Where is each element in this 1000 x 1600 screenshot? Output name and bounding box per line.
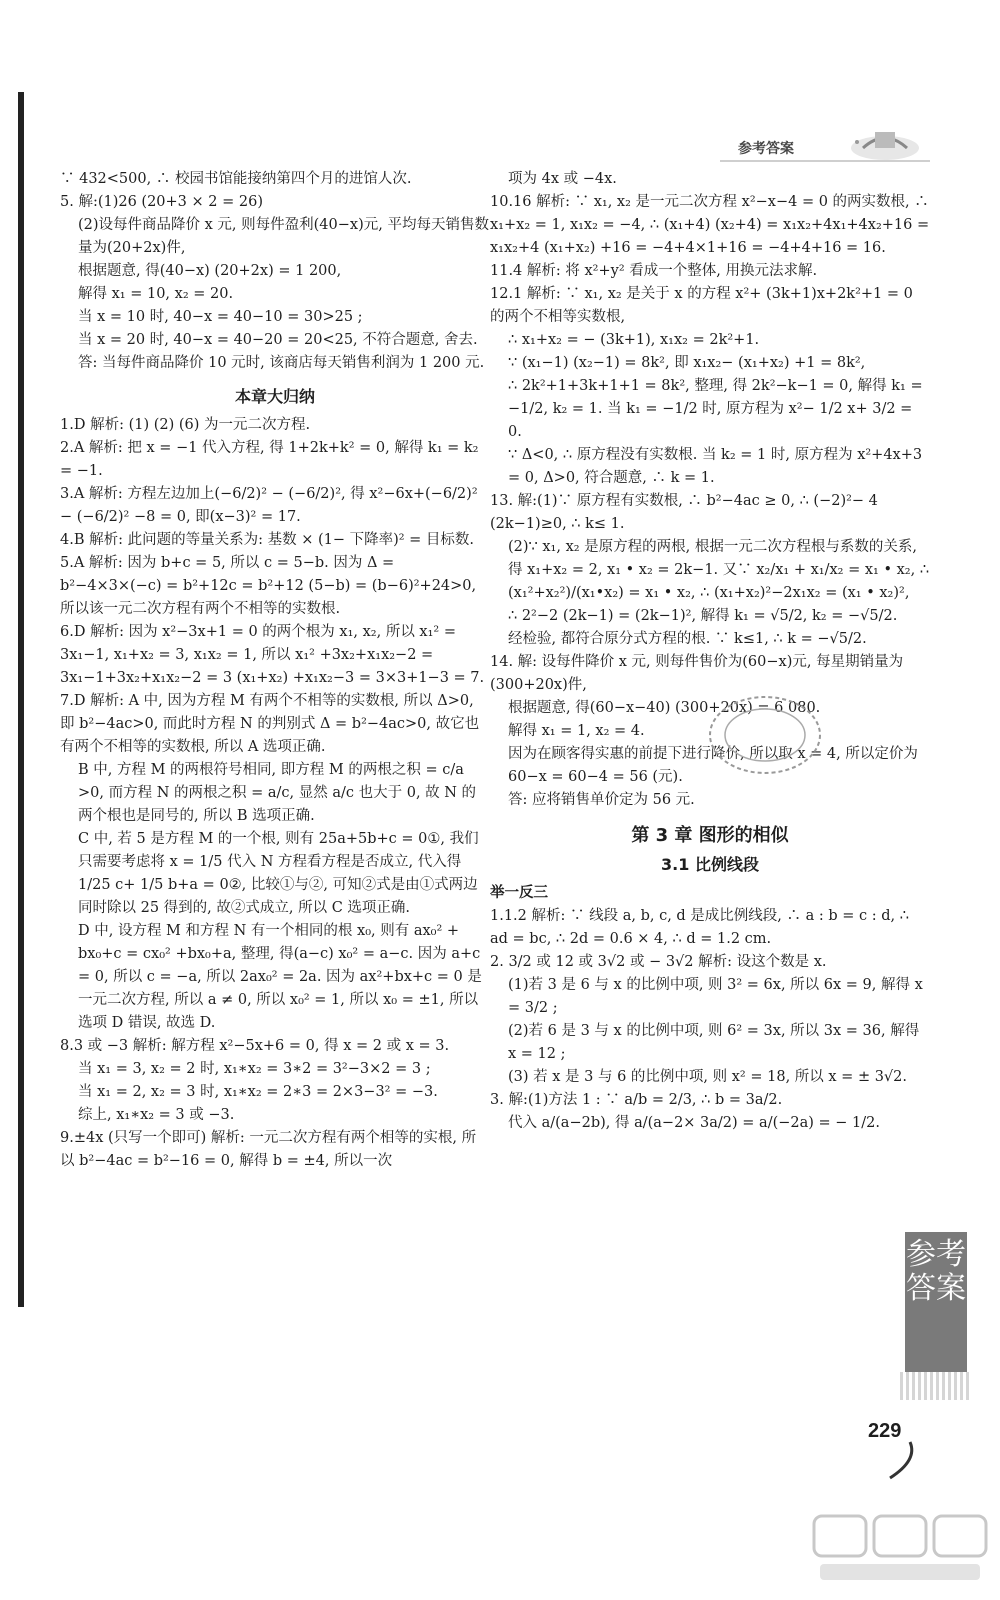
chapter-title: 第 3 章 图形的相似 <box>631 825 789 846</box>
text-line: ∴ 2²−2 (2k−1) = (2k−1)², 解得 k₁ = √5/2, k₂ = −√5/2. <box>508 608 898 624</box>
text-line: (2)若 6 是 3 与 x 的比例中项, 则 6² = 3x, 所以 3x = 36, 解得 x = 12 ; <box>508 1023 920 1062</box>
answer-3-1-1: 1.1.2 解析: ∵ 线段 a, b, c, d 是成比例线段, ∴ a : b = c : d, ∴ ad = bc, ∴ 2d = 0.6 × 4, ∴ d = 1.2 cm. <box>490 908 909 947</box>
text-line: 根据题意, 得(40−x) (20+2x) = 1 200, <box>78 263 342 279</box>
text-line: ∵ (x₁−1) (x₂−1) = 8k², 即 x₁x₂− (x₁+x₂) +1 = 8k², <box>508 355 866 371</box>
text-line: 当 x = 20 时, 40−x = 40−20 = 20<25, 不符合题意, 舍去. <box>78 332 478 348</box>
stamp-mark <box>705 690 825 780</box>
text-line: 经检验, 都符合原分式方程的根. ∵ k≤1, ∴ k = −√5/2. <box>508 631 867 647</box>
section-title: 本章大归纳 <box>234 387 315 406</box>
answer-3: 3.A 解析: 方程左边加上(−6/2)² − (−6/2)², 得 x²−6x+(−6/2)² − (−6/2)² −8 = 0, 即(x−3)² = 17. <box>60 486 478 525</box>
answer-7-d: D 中, 设方程 M 和方程 N 有一个相同的根 x₀, 则有 ax₀² + bx₀+c = cx₀² +bx₀+a, 整理, 得(a−c) x₀² = a−c. 因为 a+c = 0, 所以 c = −a, 所以 2ax₀² = 2a. 因为 ax²+bx+c = 0 是一元二次方程, 所以 a ≠ 0, 所以 x₀² = 1, 所以 x₀ = ±1, 所以选项 D 错误, 故选 D. <box>78 923 482 1031</box>
text-line: 当 x = 10 时, 40−x = 40−10 = 30>25 ; <box>78 309 363 325</box>
answer-6: 6.D 解析: 因为 x²−3x+1 = 0 的两个根为 x₁, x₂, 所以 x₁² = 3x₁−1, x₁+x₂ = 3, x₁x₂ = 1, 所以 x₁² +3x₂+x₁x₂−2 = 3x₁−1+3x₂+x₁x₂−2 = 3 (x₁+x₂) +x₁x₂−3 = 3×3+1−3 = 7. <box>60 624 485 686</box>
right-column <box>490 168 930 1135</box>
answer-10: 10.16 解析: ∵ x₁, x₂ 是一元二次方程 x²−x−4 = 0 的两实数根, ∴ x₁+x₂ = 1, x₁x₂ = −4, ∴ (x₁+4) (x₂+4) = x₁x₂+4x₁+4x₂+16 = x₁x₂+4 (x₁+x₂) +16 = −4+4×1+16 = −4+4+16 = 16. <box>490 194 930 256</box>
answer-3-1-2: 2. 3/2 或 12 或 3√2 或 − 3√2 解析: 设这个数是 x. <box>490 954 827 970</box>
text-line: ∴ x₁+x₂ = − (3k+1), x₁x₂ = 2k²+1. <box>508 332 760 348</box>
header-tag: 参考答案 <box>738 140 794 156</box>
page-number: 229 <box>868 1420 902 1442</box>
text-line: ∵ 432<500, ∴ 校园书馆能接纳第四个月的进馆人次. <box>60 171 412 187</box>
text-line: (1)若 3 是 6 与 x 的比例中项, 则 3² = 6x, 所以 6x = 9, 解得 x = 3/2 ; <box>508 977 923 1016</box>
answer-7-c: C 中, 若 5 是方程 M 的一个根, 则有 25a+5b+c = 0①, 我们只需要考虑将 x = 1/5 代入 N 方程看方程是否成立, 代入得 1/25 c+ 1/5 b+a = 0②, 比较①与②, 可知②式是由①式两边同时除以 25 得到的, 故②式成立, 所以 C 选项正确. <box>78 831 479 916</box>
page-number-arc <box>880 1440 920 1480</box>
text-line: 根据题意, 得(60−x−40) (300+20x) = 6 080. <box>508 700 821 716</box>
answer-7: 7.D 解析: A 中, 因为方程 M 有两个不相等的实数根, 所以 Δ>0, 即 b²−4ac>0, 而此时方程 N 的判别式 Δ = b²−4ac>0, 故它也有两个不相等的实数根, 所以 A 选项正确. <box>60 693 480 755</box>
answer-2: 2.A 解析: 把 x = −1 代入方程, 得 1+2k+k² = 0, 解得 k₁ = k₂ = −1. <box>60 440 479 479</box>
text-line: 答: 应将销售单价定为 56 元. <box>508 792 695 808</box>
binding-line <box>18 92 24 1307</box>
header-rule <box>720 160 930 162</box>
answer-13: 13. 解:(1)∵ 原方程有实数根, ∴ b²−4ac ≥ 0, ∴ (−2)²− 4 (2k−1)≥0, ∴ k≤ 1. <box>490 493 878 532</box>
text-line: 综上, x₁∗x₂ = 3 或 −3. <box>78 1107 235 1123</box>
answer-8: 8.3 或 −3 解析: 解方程 x²−5x+6 = 0, 得 x = 2 或 x = 3. <box>60 1038 450 1054</box>
text-line: 代入 a/(a−2b), 得 a/(a−2× 3a/2) = a/(−2a) = − 1/2. <box>508 1115 880 1131</box>
side-tab-decoration <box>900 1372 970 1400</box>
text-line: ∵ Δ<0, ∴ 原方程没有实数根. 当 k₂ = 1 时, 原方程为 x²+4x+3 = 0, Δ>0, 符合题意, ∴ k = 1. <box>508 447 923 486</box>
answer-3-1-3: 3. 解:(1)方法 1 : ∵ a/b = 2/3, ∴ b = 3a/2. <box>490 1092 783 1108</box>
answer-4: 4.B 解析: 此问题的等量关系为: 基数 × (1− 下降率)² = 目标数. <box>60 532 475 548</box>
answer-11: 11.4 解析: 将 x²+y² 看成一个整体, 用换元法求解. <box>490 263 818 279</box>
text-line: 答: 当每件商品降价 10 元时, 该商店每天销售利润为 1 200 元. <box>78 355 485 371</box>
answer-14: 14. 解: 设每件降价 x 元, 则每件售价为(60−x)元, 每星期销量为(300+20x)件, <box>490 654 904 693</box>
answer-5: 5.A 解析: 因为 b+c = 5, 所以 c = 5−b. 因为 Δ = b²−4×3×(−c) = b²+12c = b²+12 (5−b) = (b−6)²+24>0, 所以该一元二次方程有两个不相等的实数根. <box>60 555 477 617</box>
watermark-logo <box>810 1510 990 1588</box>
q5-heading: 5. 解:(1)26 (20+3 × 2 = 26) <box>60 194 263 210</box>
answer-12: 12.1 解析: ∵ x₁, x₂ 是关于 x 的方程 x²+ (3k+1)x+2k²+1 = 0 的两个不相等实数根, <box>490 286 913 325</box>
answer-1: 1.D 解析: (1) (2) (6) 为一元二次方程. <box>60 417 311 433</box>
text-line: 当 x₁ = 3, x₂ = 2 时, x₁∗x₂ = 3∗2 = 3²−3×2 = 3 ; <box>78 1061 431 1077</box>
text-line: ∴ 2k²+1+3k+1+1 = 8k², 整理, 得 2k²−k−1 = 0, 解得 k₁ = −1/2, k₂ = 1. 当 k₁ = −1/2 时, 原方程为 x²− 1/2 x+ 3/2 = 0. <box>508 378 923 440</box>
exercise-label: 举一反三 <box>490 885 548 901</box>
left-column <box>60 168 490 1173</box>
book-logo-icon <box>845 118 925 162</box>
text-line: (2)∵ x₁, x₂ 是原方程的两根, 根据一元二次方程根与系数的关系, 得 x₁+x₂ = 2, x₁ • x₂ = 2k−1. 又∵ x₂/x₁ + x₁/x₂ = x₁ • x₂, ∴ (x₁²+x₂²)/(x₁•x₂) = x₁ • x₂, ∴ (x₁+x₂)²−2x₁x₂ = (x₁ • x₂)², <box>508 539 930 601</box>
answer-9: 9.±4x (只写一个即可) 解析: 一元二次方程有两个相等的实根, 所以 b²−4ac = b²−16 = 0, 解得 b = ±4, 所以一次 <box>60 1130 477 1169</box>
text-line: (2)设每件商品降价 x 元, 则每件盈利(40−x)元, 平均每天销售数量为(20+2x)件, <box>78 217 489 256</box>
text-line: 当 x₁ = 2, x₂ = 3 时, x₁∗x₂ = 2∗3 = 2×3−3² = −3. <box>78 1084 438 1100</box>
text-line: 解得 x₁ = 10, x₂ = 20. <box>78 286 234 302</box>
answer-7-b: B 中, 方程 M 的两根符号相同, 即方程 M 的两根之积 = c/a >0, 而方程 N 的两根之积 = a/c, 显然 a/c 也大于 0, 故 N 的两个根也是同号的, 所以 B 选项正确. <box>78 762 477 824</box>
section-subtitle: 3.1 比例线段 <box>661 855 759 874</box>
text-line: 解得 x₁ = 1, x₂ = 4. <box>508 723 645 739</box>
text-line: 项为 4x 或 −4x. <box>508 171 617 187</box>
text-line: 因为在顾客得实惠的前提下进行降价, 所以取 x = 4, 所以定价为 60−x = 60−4 = 56 (元). <box>508 746 918 785</box>
text-line: (3) 若 x 是 3 与 6 的比例中项, 则 x² = 18, 所以 x = ± 3√2. <box>508 1069 907 1085</box>
side-tab: 参考答案 <box>905 1232 967 1372</box>
